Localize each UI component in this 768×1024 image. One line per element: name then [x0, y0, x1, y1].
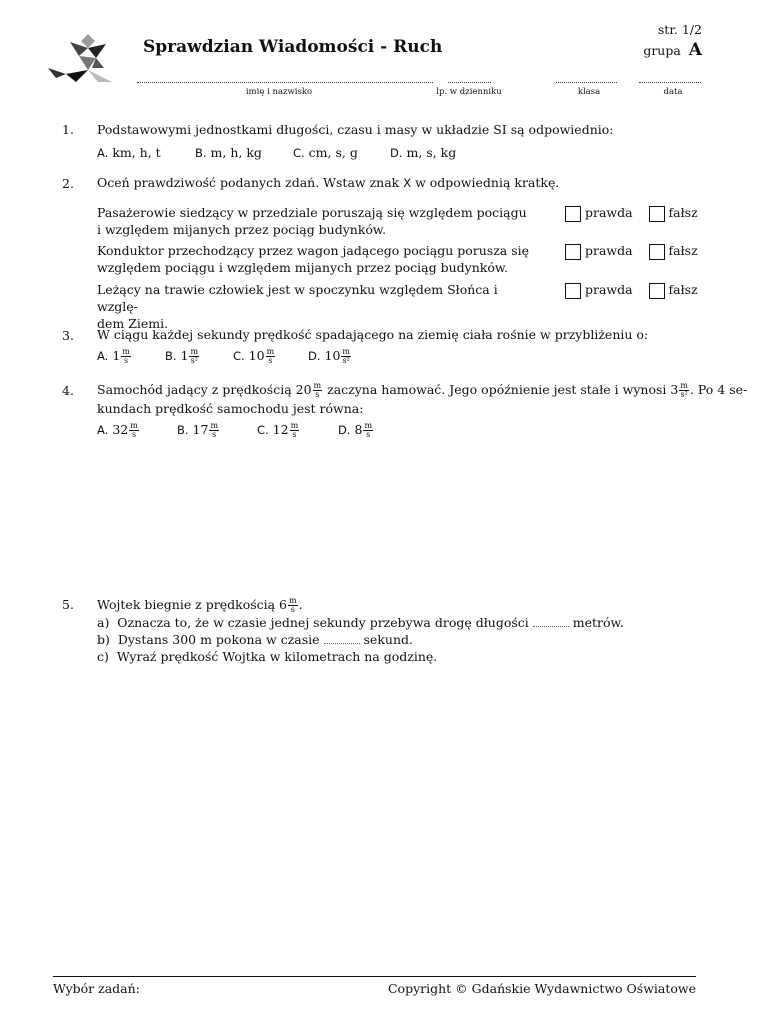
option-text: km, h, t — [112, 145, 161, 160]
unit-fraction: $\frac{m}{s}$ — [266, 347, 275, 365]
true-label: prawda — [584, 205, 633, 220]
option-text: m, s, kg — [406, 145, 457, 160]
option-value: 12 — [272, 422, 289, 437]
instruction-text-end: w odpowiednią kratkę. — [411, 175, 560, 190]
question-2-text — [97, 174, 707, 192]
question-3-number: 3. — [62, 328, 74, 343]
name-field-label: imię i nazwisko — [245, 87, 313, 97]
unit-fraction: $\frac{m}{s}$ — [289, 596, 297, 614]
question-3-option-c[interactable] — [233, 348, 276, 365]
question-text-part: Wojtek biegnie z prędkością 6 — [97, 597, 288, 612]
question-1-option-c[interactable] — [293, 145, 358, 160]
date-field[interactable] — [639, 74, 701, 83]
option-text: m, h, kg — [210, 145, 262, 160]
statement-line: i względem mijanych przez pociąg budynków. — [97, 222, 387, 237]
question-5-number: 5. — [62, 597, 74, 612]
statement-1-answers — [565, 204, 698, 222]
publisher-logo — [48, 34, 114, 88]
footer-divider — [53, 976, 696, 977]
option-letter: B. — [195, 146, 207, 160]
option-value: 32 — [112, 422, 129, 437]
option-letter: D. — [390, 146, 403, 160]
group-indicator — [643, 40, 702, 60]
false-label: fałsz — [668, 282, 698, 297]
footer-copyright: Copyright © Gdańskie Wydawnictwo Oświatowe — [387, 981, 696, 996]
test-title: Sprawdzian Wiadomości - Ruch — [143, 37, 443, 57]
question-3-option-d[interactable] — [308, 348, 352, 365]
register-number-label: lp. w dzienniku — [436, 87, 502, 97]
true-checkbox[interactable] — [565, 283, 581, 299]
question-1-text: Podstawowymi jednostkami długości, czasu i masy w układzie SI są odpowiednio: — [97, 122, 614, 137]
statement-line: Pasażerowie siedzący w przedziale poruszają się względem pociągu — [97, 205, 527, 220]
unit-fraction: $\frac{m}{\text{s²}}$ — [680, 381, 688, 399]
statement-1 — [97, 204, 537, 238]
part-label: b) — [97, 632, 110, 647]
true-label: prawda — [584, 243, 633, 258]
unit-fraction: $\frac{m}{s}$ — [290, 421, 299, 439]
question-5-text — [97, 596, 303, 614]
group-label: grupa — [643, 43, 681, 58]
false-checkbox[interactable] — [649, 244, 665, 260]
class-field[interactable] — [556, 74, 617, 83]
option-value: 1 — [112, 348, 121, 363]
question-3-option-a[interactable] — [97, 348, 132, 365]
option-value: 10 — [324, 348, 341, 363]
option-letter: C. — [257, 423, 269, 437]
statement-line: Leżący na trawie człowiek jest w spoczynku względem Słońca i wzglę- — [97, 282, 498, 314]
unit-fraction: $\frac{m}{\text{s²}}$ — [190, 347, 199, 365]
option-value: 10 — [248, 348, 265, 363]
question-3-option-b[interactable] — [165, 348, 200, 365]
question-4-number: 4. — [62, 383, 74, 398]
statement-line: dem Ziemi. — [97, 316, 169, 331]
question-1-option-b[interactable] — [195, 145, 262, 160]
question-2-number: 2. — [62, 176, 74, 191]
false-label: fałsz — [668, 205, 698, 220]
statement-line: względem pociągu i względem mijanych przez pociąg budynków. — [97, 260, 509, 275]
answer-blank[interactable] — [533, 626, 569, 627]
part-label: c) — [97, 649, 109, 664]
answer-blank[interactable] — [324, 643, 360, 644]
statement-2-answers — [565, 242, 698, 260]
unit-fraction: $\frac{m}{s}$ — [122, 347, 130, 365]
false-label: fałsz — [668, 243, 698, 258]
option-text: cm, s, g — [308, 145, 358, 160]
question-text-part: Samochód jadący z prędkością 20 — [97, 382, 312, 397]
true-label: prawda — [584, 282, 633, 297]
statement-2 — [97, 242, 537, 276]
question-4-text — [97, 381, 748, 399]
question-1-number: 1. — [62, 122, 74, 137]
true-checkbox[interactable] — [565, 206, 581, 222]
part-text-end: metrów. — [572, 615, 624, 630]
false-checkbox[interactable] — [649, 283, 665, 299]
false-checkbox[interactable] — [649, 206, 665, 222]
unit-fraction: $\frac{m}{s}$ — [130, 421, 138, 439]
true-checkbox[interactable] — [565, 244, 581, 260]
option-value: 17 — [192, 422, 209, 437]
question-4-option-c[interactable] — [257, 422, 300, 439]
statement-line: Konduktor przechodzący przez wagon jadącego pociągu porusza się — [97, 243, 530, 258]
class-label: klasa — [577, 87, 601, 97]
question-4-option-d[interactable] — [338, 422, 374, 439]
question-3-text: W ciągu każdej sekundy prędkość spadającego na ziemię ciała rośnie w przybliżeniu o: — [97, 327, 649, 342]
date-label: data — [663, 87, 683, 97]
group-letter: A — [688, 40, 702, 60]
question-5-part-b — [97, 631, 413, 648]
register-number-field[interactable] — [448, 74, 491, 83]
option-letter: A. — [97, 146, 109, 160]
option-letter: A. — [97, 349, 109, 363]
question-4-text-line2: kundach prędkość samochodu jest równa: — [97, 401, 364, 416]
option-value: 1 — [180, 348, 189, 363]
part-text-end: sekund. — [363, 632, 413, 647]
name-field[interactable] — [137, 74, 433, 83]
question-text-part: . Po 4 se- — [689, 382, 748, 397]
statement-3-answers — [565, 281, 698, 299]
page-number: str. 1/2 — [657, 22, 702, 37]
mark-symbol: X — [403, 176, 412, 190]
option-letter: C. — [233, 349, 245, 363]
instruction-text: Oceń prawdziwość podanych zdań. Wstaw znak — [97, 175, 404, 190]
question-4-option-b[interactable] — [177, 422, 220, 439]
unit-fraction: $\frac{m}{s}$ — [313, 381, 322, 399]
unit-fraction: $\frac{m}{\text{s²}}$ — [342, 347, 350, 365]
option-letter: D. — [338, 423, 351, 437]
question-4-option-a[interactable] — [97, 422, 140, 439]
statement-3 — [97, 281, 537, 332]
question-5-part-a — [97, 614, 624, 631]
question-1-option-a[interactable] — [97, 145, 161, 160]
part-text: Dystans 300 m pokona w czasie — [117, 632, 320, 647]
unit-fraction: $\frac{m}{s}$ — [210, 421, 219, 439]
option-letter: D. — [308, 349, 321, 363]
part-label: a) — [97, 615, 110, 630]
question-5-part-c — [97, 648, 437, 665]
question-text-part: zaczyna hamować. Jego opóźnienie jest stałe i wynosi 3 — [323, 382, 679, 397]
option-value: 8 — [354, 422, 363, 437]
option-letter: C. — [293, 146, 305, 160]
part-text: Oznacza to, że w czasie jednej sekundy przebywa drogę długości — [117, 615, 529, 630]
option-letter: B. — [177, 423, 189, 437]
option-letter: B. — [165, 349, 177, 363]
footer-left: Wybór zadań: — [53, 981, 140, 996]
question-text-part: . — [298, 597, 303, 612]
question-1-option-d[interactable] — [390, 145, 456, 160]
part-text: Wyraź prędkość Wojtka w kilometrach na godzinę. — [116, 649, 438, 664]
option-letter: A. — [97, 423, 109, 437]
unit-fraction: $\frac{m}{s}$ — [364, 421, 373, 439]
